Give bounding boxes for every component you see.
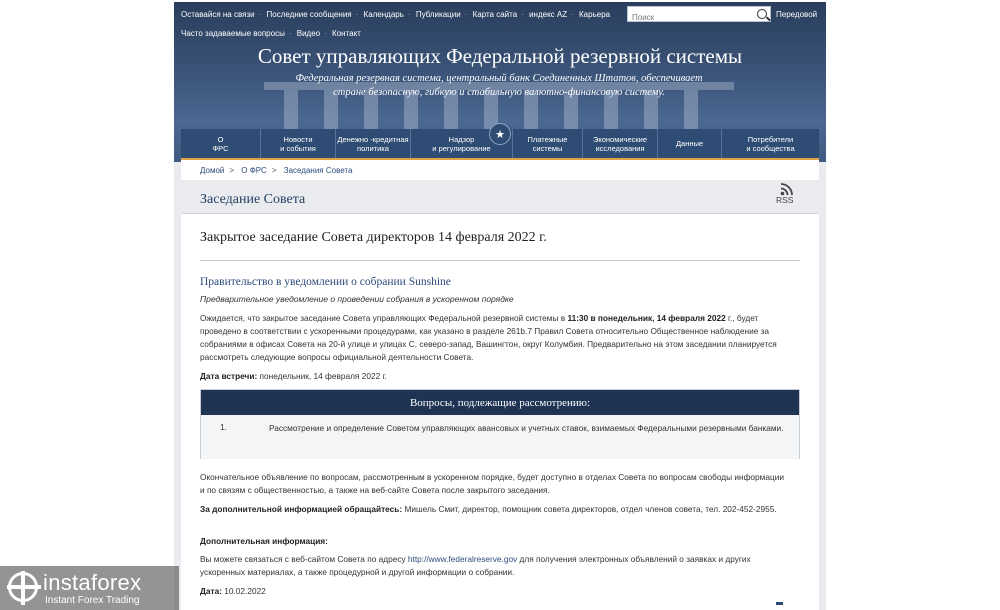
util-link-latest-news[interactable]: Последние сообщения [266, 10, 352, 19]
nav-item-news[interactable]: Новости и события [261, 129, 336, 158]
nav-item-economic-research[interactable]: Экономические исследования [583, 129, 658, 158]
title-bar [181, 180, 819, 214]
utility-nav-bottom: Часто задаваемые вопросы · Видео · Контакт [181, 29, 361, 38]
util-link-video[interactable]: Видео [296, 29, 321, 38]
meeting-heading: Закрытое заседание Совета директоров 14 февраля 2022 г. [200, 230, 547, 245]
intro-paragraph: Ожидается, что закрытое заседание Совета управляющих Федеральной резервной системы в 11:30 в понедельник, 14 февраля 2022 г., будет проведено в соответствии с ускоренными процедурами, как указано в разделе 261b.7 Правил Совета относительно Общественное наблюдение за собраниями в офисах Совета на 20-й улице и улицах C, северо-запад, Вашингтон, округ Колумбия. Предварительно на этом заседании планируется рассмотреть следующие вопросы официальной деятельности Совета. [200, 313, 777, 362]
utility-nav-top: Оставайся на связи · Последние сообщения · Календарь · Публикации · Карта сайта · индекс AZ · Карьера [181, 10, 611, 19]
util-link-publications[interactable]: Публикации [415, 10, 461, 19]
util-link-faq[interactable]: Часто задаваемые вопросы [181, 29, 285, 38]
questions-table [200, 389, 800, 459]
instaforex-logo-icon [8, 572, 38, 602]
questions-heading: Вопросы, подлежащие рассмотрению: [201, 390, 799, 415]
instaforex-watermark [0, 566, 179, 610]
search-input[interactable] [628, 11, 752, 25]
site-title: Совет управляющих Федеральной резервной системы [257, 44, 743, 68]
more-info-label: Дополнительная информация: [200, 536, 328, 546]
divider [200, 260, 800, 261]
main-content [181, 160, 819, 610]
federalreserve-link[interactable]: http://www.federalreserve.gov [407, 554, 518, 564]
nav-item-monetary-policy[interactable]: Денежно -кредитная политика [336, 129, 411, 158]
final-note: Окончательное объявление по вопросам, рассмотренным в ускоренном порядке, будет доступно в отделах Совета по вопросам свободы информации и по связям с общественностью, а также на веб-сайте Совета после закрытого заседания. [200, 472, 785, 495]
fed-site [174, 2, 826, 610]
watermark-tagline: Instant Forex Trading [45, 595, 140, 606]
util-link-stay-connected[interactable]: Оставайся на связи [181, 10, 255, 19]
nav-item-payment-systems[interactable]: Платежные системы [513, 129, 583, 158]
watermark-name: instaforex [43, 570, 142, 595]
nav-item-consumers[interactable]: Потребители и сообщества [746, 134, 795, 153]
breadcrumb-about[interactable]: О ФРС [241, 166, 267, 175]
site-header [174, 2, 826, 162]
question-row [201, 415, 799, 459]
sunshine-heading: Правительство в уведомлении о собрании Sunshine [200, 276, 451, 288]
page-title: Заседание Совета [200, 192, 306, 207]
nav-item-about[interactable]: О ФРС [181, 129, 261, 158]
breadcrumb: Домой > О ФРС > Заседания Совета [200, 166, 353, 175]
util-link-calendar[interactable]: Календарь [363, 10, 404, 19]
lead-text: Предварительное уведомление о проведении собрания в ускоренном порядке [200, 294, 514, 304]
breadcrumb-board-meetings[interactable]: Заседания Совета [283, 166, 353, 175]
nav-item-supervision[interactable]: Надзор и регулирование [411, 129, 513, 158]
star-icon: ★ [489, 123, 511, 145]
language-link[interactable]: Передовой [776, 10, 818, 19]
search-icon[interactable] [757, 9, 767, 19]
rss-label: RSS [776, 195, 794, 205]
meeting-date: Дата встречи: понедельник, 14 февраля 2022 г. [200, 371, 387, 381]
contact-info: За дополнительной информацией обращайтесь: Мишель Смит, директор, помощник совета директоров, отдел членов совета, тел. 202-452-2955. [200, 504, 777, 514]
nav-item-data[interactable]: Данные [658, 129, 722, 158]
util-link-sitemap[interactable]: Карта сайта [472, 10, 518, 19]
release-date: Дата: 10.02.2022 [200, 586, 266, 596]
question-number: 1. [220, 422, 227, 432]
search-box [627, 6, 771, 22]
more-info-text: Вы можете связаться с веб-сайтом Совета по адресу http://www.federalreserve.gov для получения электронных объявлений о заявках и других ускоренных материалах, а также процедурной и другой информации о собрании. [200, 554, 751, 577]
breadcrumb-home[interactable]: Домой [200, 166, 225, 175]
scroll-indicator [776, 602, 783, 605]
site-subtitle: Федеральная резервная система, центральный банк Соединенных Штатов, обеспечивает стране безопасную, гибкую и стабильную валютно-финансовую систему. [295, 73, 703, 98]
util-link-careers[interactable]: Карьера [579, 10, 611, 19]
question-text: Рассмотрение и определение Советом управляющих авансовых и учетных ставок, взимаемых Федеральными резервными банками. [269, 423, 784, 433]
rss-icon [780, 182, 794, 196]
util-link-az-index[interactable]: индекс AZ [529, 10, 568, 19]
util-link-contact[interactable]: Контакт [332, 29, 361, 38]
